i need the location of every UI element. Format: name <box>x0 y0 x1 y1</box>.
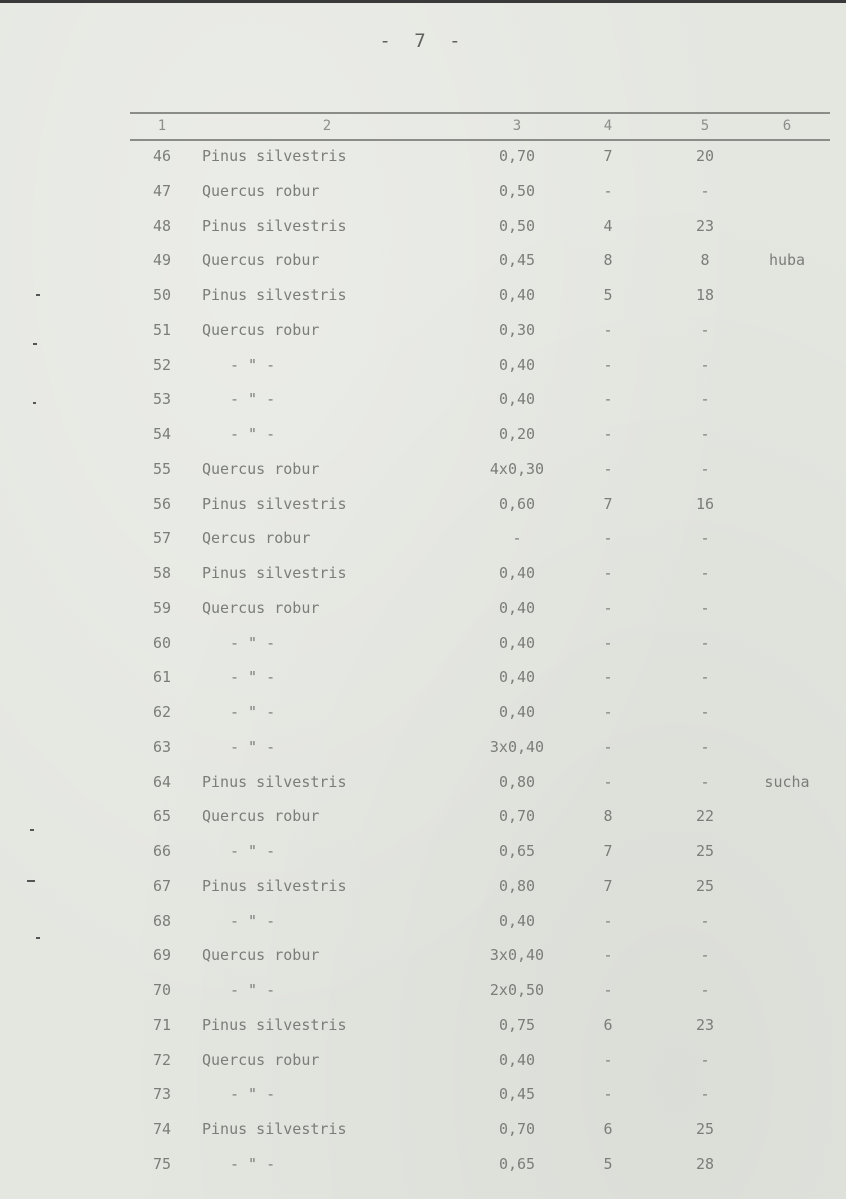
column-4-value: - <box>603 390 613 409</box>
column-5-value: 18 <box>695 286 715 304</box>
diameter-value: 4x0,30 <box>489 459 545 478</box>
diameter-value: - <box>512 529 522 548</box>
row-number: 47 <box>152 181 172 200</box>
diameter-value: 0,40 <box>498 355 536 374</box>
species-name: - " - <box>230 737 276 756</box>
species-name: Pinus silvestris <box>202 494 347 513</box>
diameter-value: 3x0,40 <box>489 946 545 965</box>
note-value: huba <box>768 251 806 270</box>
column-5-value: - <box>700 564 710 582</box>
diameter-value: 0,40 <box>498 390 536 409</box>
table-row <box>0 660 846 694</box>
diameter-value: 0,40 <box>498 633 536 652</box>
note-value: sucha <box>764 772 810 791</box>
column-4-value: - <box>603 425 613 443</box>
species-name: Pinus silvestris <box>202 147 347 165</box>
column-4-value: - <box>603 703 613 721</box>
diameter-value: 0,40 <box>498 668 536 687</box>
row-number: 48 <box>152 216 172 235</box>
table-row <box>0 1112 846 1146</box>
page-number: - 7 - <box>379 30 467 52</box>
column-4-value: - <box>603 1085 613 1104</box>
species-name: - " - <box>230 355 276 374</box>
table-row <box>0 765 846 799</box>
species-name: Pinus silvestris <box>202 286 347 304</box>
species-name: - " - <box>230 981 276 999</box>
column-5-value: - <box>700 668 710 687</box>
species-name: - " - <box>230 1154 276 1173</box>
column-5-value: - <box>700 737 710 756</box>
row-number: 56 <box>152 494 172 513</box>
margin-mark <box>36 294 40 296</box>
species-name: Pinus silvestris <box>202 564 347 582</box>
column-5-value: 23 <box>695 216 715 235</box>
table-row <box>0 973 846 1007</box>
diameter-value: 0,40 <box>498 1050 536 1069</box>
diameter-value: 0,40 <box>498 911 536 930</box>
row-number: 55 <box>152 459 172 478</box>
column-4-value: - <box>603 459 613 478</box>
column-5-value: 25 <box>695 876 715 895</box>
column-5-value: - <box>700 598 710 617</box>
column-header-6: 6 <box>782 118 792 134</box>
species-name: - " - <box>230 911 276 930</box>
row-number: 58 <box>152 564 172 582</box>
column-5-value: - <box>700 529 710 548</box>
column-5-value: 25 <box>695 842 715 860</box>
table-row <box>0 487 846 521</box>
column-4-value: - <box>603 529 613 548</box>
column-4-value: 6 <box>603 1015 613 1034</box>
column-5-value: - <box>700 390 710 409</box>
column-4-value: 4 <box>603 216 613 235</box>
row-number: 57 <box>152 529 172 548</box>
diameter-value: 0,80 <box>498 876 536 895</box>
table-row <box>0 591 846 625</box>
column-5-value: - <box>700 320 710 339</box>
diameter-value: 0,50 <box>498 216 536 235</box>
diameter-value: 0,70 <box>498 1120 536 1138</box>
diameter-value: 0,80 <box>498 772 536 791</box>
species-name: - " - <box>230 633 276 652</box>
margin-mark <box>33 402 36 404</box>
column-4-value: - <box>603 772 613 791</box>
table-row <box>0 869 846 903</box>
diameter-value: 0,75 <box>498 1015 536 1034</box>
row-number: 74 <box>152 1120 172 1138</box>
row-number: 52 <box>152 355 172 374</box>
column-5-value: - <box>700 181 710 200</box>
column-5-value: - <box>700 459 710 478</box>
column-4-value: - <box>603 911 613 930</box>
row-number: 59 <box>152 598 172 617</box>
column-4-value: - <box>603 1050 613 1069</box>
diameter-value: 0,40 <box>498 703 536 721</box>
species-name: Pinus silvestris <box>202 1120 347 1138</box>
diameter-value: 0,45 <box>498 1085 536 1104</box>
table-row <box>0 521 846 555</box>
species-name: Quercus robur <box>202 459 320 478</box>
column-5-value: - <box>700 772 710 791</box>
row-number: 62 <box>152 703 172 721</box>
margin-mark <box>27 880 35 882</box>
row-number: 67 <box>152 876 172 895</box>
column-4-value: 7 <box>603 494 613 513</box>
table-row <box>0 1147 846 1181</box>
species-name: Quercus robur <box>202 320 320 339</box>
table-row <box>0 556 846 590</box>
species-name: Pinus silvestris <box>202 216 347 235</box>
row-number: 60 <box>152 633 172 652</box>
species-name: - " - <box>230 842 276 860</box>
species-name: - " - <box>230 1085 276 1104</box>
column-header-2: 2 <box>322 118 332 134</box>
row-number: 66 <box>152 842 172 860</box>
species-name: - " - <box>230 390 276 409</box>
species-name: Quercus robur <box>202 598 320 617</box>
column-5-value: 25 <box>695 1120 715 1138</box>
species-name: Quercus robur <box>202 181 320 200</box>
column-5-value: - <box>700 355 710 374</box>
row-number: 51 <box>152 320 172 339</box>
table-row <box>0 313 846 347</box>
diameter-value: 3x0,40 <box>489 737 545 756</box>
species-name: Pinus silvestris <box>202 1015 347 1034</box>
species-name: - " - <box>230 425 276 443</box>
column-header-1: 1 <box>157 118 167 134</box>
column-4-value: - <box>603 598 613 617</box>
diameter-value: 0,30 <box>498 320 536 339</box>
column-4-value: - <box>603 181 613 200</box>
diameter-value: 2x0,50 <box>489 981 545 999</box>
table-row <box>0 834 846 868</box>
table-row <box>0 139 846 173</box>
column-4-value: - <box>603 633 613 652</box>
table-row <box>0 904 846 938</box>
diameter-value: 0,60 <box>498 494 536 513</box>
diameter-value: 0,45 <box>498 251 536 270</box>
row-number: 64 <box>152 772 172 791</box>
column-header-4: 4 <box>603 118 613 134</box>
species-name: Quercus robur <box>202 1050 320 1069</box>
table-row <box>0 626 846 660</box>
column-4-value: 7 <box>603 147 613 165</box>
diameter-value: 0,70 <box>498 147 536 165</box>
row-number: 65 <box>152 807 172 826</box>
species-name: Pinus silvestris <box>202 772 347 791</box>
column-5-value: - <box>700 1050 710 1069</box>
table-row <box>0 209 846 243</box>
column-4-value: - <box>603 320 613 339</box>
table-row <box>0 938 846 972</box>
diameter-value: 0,20 <box>498 425 536 443</box>
diameter-value: 0,65 <box>498 1154 536 1173</box>
column-4-value: - <box>603 355 613 374</box>
column-5-value: - <box>700 946 710 965</box>
margin-mark <box>33 343 37 345</box>
column-4-value: 5 <box>603 286 613 304</box>
column-5-value: - <box>700 911 710 930</box>
diameter-value: 0,65 <box>498 842 536 860</box>
column-5-value: - <box>700 981 710 999</box>
column-5-value: - <box>700 1085 710 1104</box>
table-row <box>0 730 846 764</box>
row-number: 69 <box>152 946 172 965</box>
table-row <box>0 695 846 729</box>
diameter-value: 0,40 <box>498 286 536 304</box>
margin-mark <box>36 937 40 939</box>
table-row <box>0 452 846 486</box>
column-5-value: 20 <box>695 147 715 165</box>
species-name: Quercus robur <box>202 946 320 965</box>
table-row <box>0 417 846 451</box>
row-number: 54 <box>152 425 172 443</box>
species-name: - " - <box>230 703 276 721</box>
row-number: 63 <box>152 737 172 756</box>
row-number: 73 <box>152 1085 172 1104</box>
table-row <box>0 1043 846 1077</box>
column-header-3: 3 <box>512 118 522 134</box>
table-row <box>0 174 846 208</box>
row-number: 75 <box>152 1154 172 1173</box>
column-5-value: - <box>700 703 710 721</box>
table-row <box>0 1077 846 1111</box>
diameter-value: 0,40 <box>498 598 536 617</box>
row-number: 50 <box>152 286 172 304</box>
table-row <box>0 799 846 833</box>
column-header-5: 5 <box>700 118 710 134</box>
column-5-value: 23 <box>695 1015 715 1034</box>
column-4-value: - <box>603 981 613 999</box>
table-row <box>0 278 846 312</box>
column-5-value: 16 <box>695 494 715 513</box>
row-number: 72 <box>152 1050 172 1069</box>
row-number: 61 <box>152 668 172 687</box>
column-4-value: - <box>603 668 613 687</box>
species-name: Quercus robur <box>202 251 320 270</box>
scan-top-edge <box>0 0 846 3</box>
column-5-value: 8 <box>700 251 710 270</box>
row-number: 70 <box>152 981 172 999</box>
column-4-value: - <box>603 564 613 582</box>
table-row <box>0 382 846 416</box>
column-4-value: 6 <box>603 1120 613 1138</box>
species-name: Pinus silvestris <box>202 876 347 895</box>
row-number: 53 <box>152 390 172 409</box>
column-4-value: - <box>603 946 613 965</box>
column-4-value: 5 <box>603 1154 613 1173</box>
diameter-value: 0,70 <box>498 807 536 826</box>
row-number: 68 <box>152 911 172 930</box>
row-number: 71 <box>152 1015 172 1034</box>
table-row <box>0 1008 846 1042</box>
column-5-value: - <box>700 633 710 652</box>
table-row <box>0 348 846 382</box>
table-row <box>0 243 846 277</box>
species-name: - " - <box>230 668 276 687</box>
column-5-value: 28 <box>695 1154 715 1173</box>
margin-mark <box>30 829 34 831</box>
species-name: Qercus robur <box>202 529 311 548</box>
column-4-value: 7 <box>603 876 613 895</box>
diameter-value: 0,40 <box>498 564 536 582</box>
species-name: Quercus robur <box>202 807 320 826</box>
column-4-value: 8 <box>603 807 613 826</box>
column-5-value: - <box>700 425 710 443</box>
table-header <box>0 112 846 140</box>
diameter-value: 0,50 <box>498 181 536 200</box>
column-4-value: 7 <box>603 842 613 860</box>
column-4-value: 8 <box>603 251 613 270</box>
row-number: 49 <box>152 251 172 270</box>
column-4-value: - <box>603 737 613 756</box>
column-5-value: 22 <box>695 807 715 826</box>
row-number: 46 <box>152 147 172 165</box>
